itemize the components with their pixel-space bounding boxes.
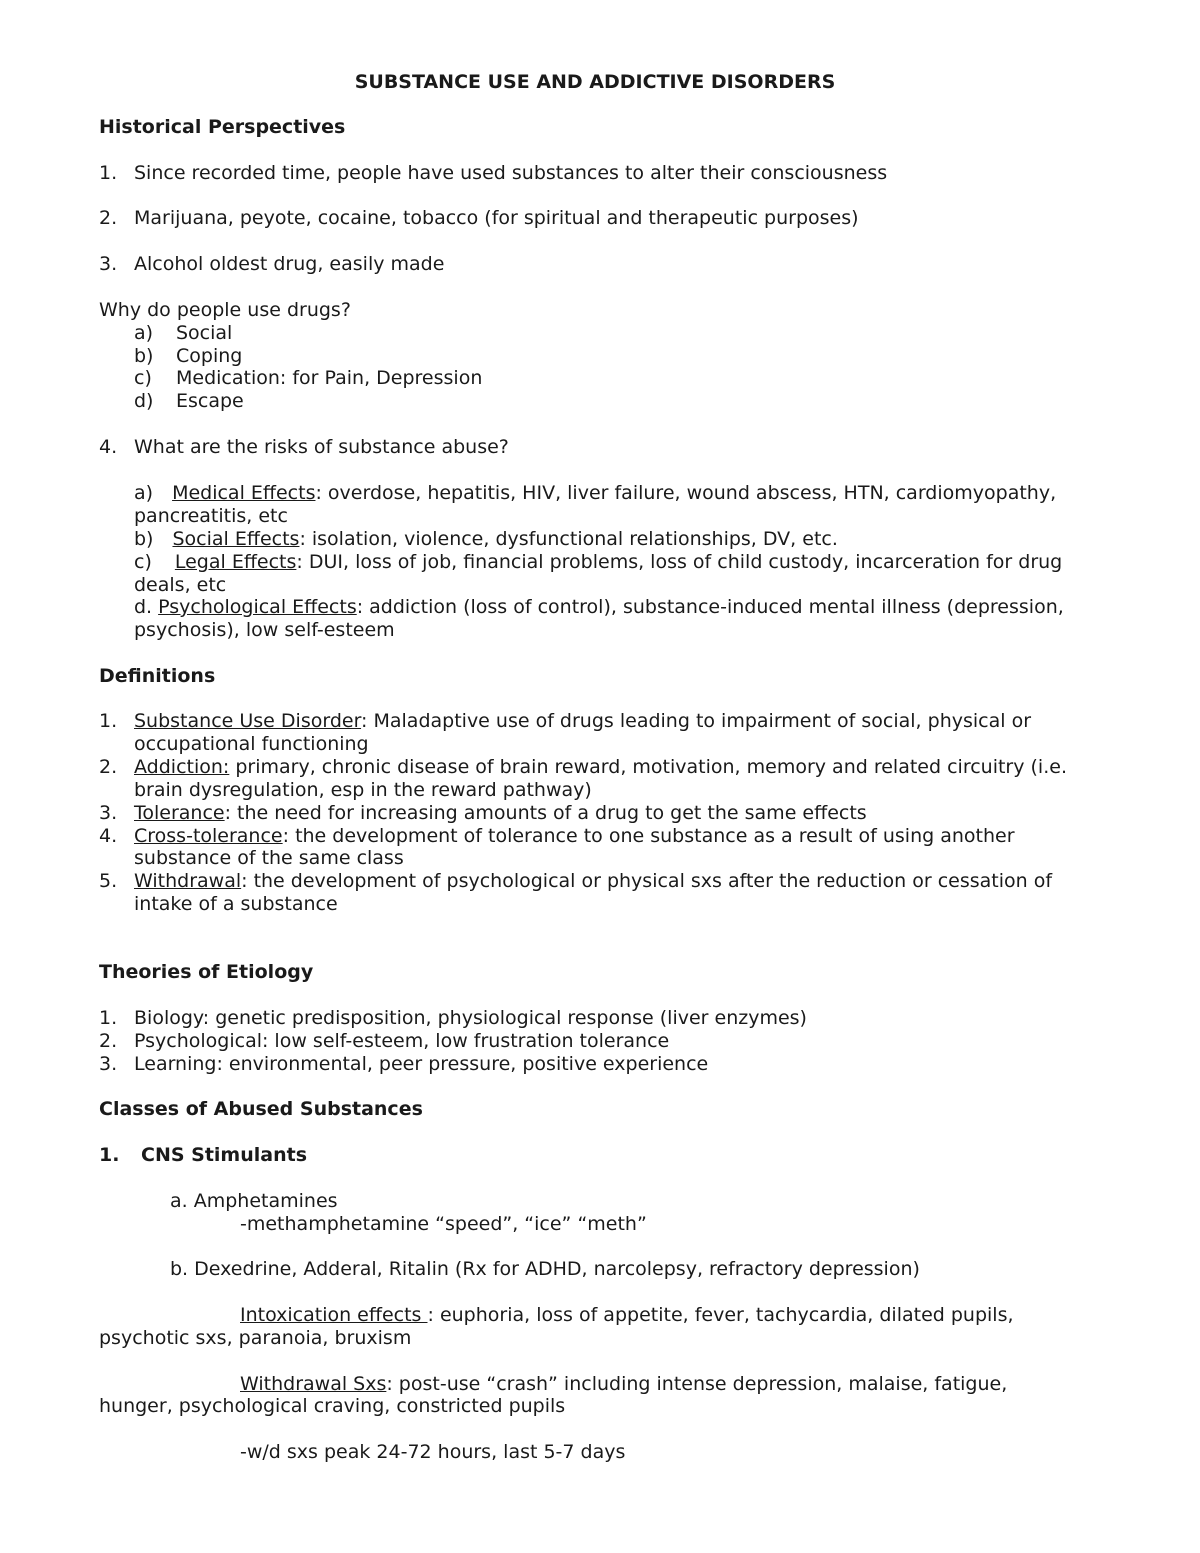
- withdrawal-text-cont: hunger, psychological craving, constricted pupils: [99, 1395, 566, 1417]
- risk-text: : isolation, violence, dysfunctional relationships, DV, etc.: [299, 528, 838, 550]
- definition-text: : Maladaptive use of drugs leading to impairment of social, physical or: [361, 710, 1032, 732]
- risk-term: Social Effects: [172, 528, 300, 550]
- list-item: Alcohol oldest drug, easily made: [134, 253, 445, 275]
- list-item: Learning: environmental, peer pressure, positive experience: [134, 1053, 709, 1075]
- risk-text: : DUI, loss of job, financial problems, loss of child custody, incarceration for drug: [296, 551, 1063, 573]
- list-number: 2.: [99, 756, 118, 778]
- list-number: 3.: [99, 253, 118, 275]
- withdrawal-text: : post-use “crash” including intense depression, malaise, fatigue,: [386, 1373, 1008, 1395]
- list-number: 1.: [99, 162, 118, 184]
- list-number: 2.: [99, 1030, 118, 1052]
- intoxication-term: Intoxication effects: [240, 1304, 428, 1326]
- definition-term: Addiction:: [134, 756, 230, 778]
- subsection-heading-cns: CNS Stimulants: [141, 1144, 307, 1166]
- list-letter: c): [134, 551, 152, 573]
- section-heading-etiology: Theories of Etiology: [99, 961, 314, 983]
- definition-item: [134, 825, 1015, 848]
- section-heading-historical: Historical Perspectives: [99, 116, 346, 138]
- list-item: Since recorded time, people have used substances to alter their consciousness: [134, 162, 888, 184]
- intoxication-text-cont: psychotic sxs, paranoia, bruxism: [99, 1327, 412, 1349]
- risk-text-cont: psychosis), low self-esteem: [134, 619, 395, 641]
- definition-item: [134, 802, 867, 825]
- list-number: 4.: [99, 436, 118, 458]
- withdrawal-term: Withdrawal Sxs: [240, 1373, 387, 1395]
- definition-text-cont: brain dysregulation, esp in the reward pathway): [134, 779, 592, 801]
- risk-text-cont: pancreatitis, etc: [134, 505, 288, 527]
- list-item: Escape: [176, 390, 244, 412]
- list-letter: b): [134, 345, 154, 367]
- list-letter: b): [134, 528, 154, 550]
- list-number: 4.: [99, 825, 118, 847]
- definition-text-cont: substance of the same class: [134, 847, 404, 869]
- list-number: 3.: [99, 1053, 118, 1075]
- definition-term: Cross-tolerance: [134, 825, 283, 847]
- definition-text-cont: intake of a substance: [134, 893, 338, 915]
- risk-item-social: [134, 528, 838, 551]
- risk-item-legal: [134, 551, 1062, 574]
- intoxication-text: : euphoria, loss of appetite, fever, tachycardia, dilated pupils,: [427, 1304, 1014, 1326]
- section-heading-classes: Classes of Abused Substances: [99, 1098, 423, 1120]
- list-subitem: -methamphetamine “speed”, “ice” “meth”: [240, 1213, 647, 1235]
- list-number: 1.: [99, 710, 118, 732]
- definition-term: Tolerance: [134, 802, 225, 824]
- definition-item: [134, 870, 1052, 893]
- risk-item-psychological: [134, 596, 1064, 619]
- list-item: Marijuana, peyote, cocaine, tobacco (for spiritual and therapeutic purposes): [134, 207, 859, 229]
- risk-term: Legal Effects: [174, 551, 297, 573]
- definition-text-cont: occupational functioning: [134, 733, 369, 755]
- risk-text-cont: deals, etc: [134, 574, 227, 596]
- list-item: Coping: [176, 345, 243, 367]
- risk-text: : addiction (loss of control), substance-induced mental illness (depression,: [356, 596, 1064, 618]
- list-number: 1.: [99, 1007, 118, 1029]
- section-heading-definitions: Definitions: [99, 665, 216, 687]
- definition-text: : the development of psychological or physical sxs after the reduction or cessation of: [241, 870, 1053, 892]
- document-title: SUBSTANCE USE AND ADDICTIVE DISORDERS: [354, 71, 836, 93]
- risks-question: What are the risks of substance abuse?: [134, 436, 509, 458]
- withdrawal-peak-note: -w/d sxs peak 24-72 hours, last 5-7 days: [240, 1441, 626, 1463]
- why-question: Why do people use drugs?: [99, 299, 351, 321]
- definition-term: Substance Use Disorder: [134, 710, 362, 732]
- list-letter: c): [134, 367, 152, 389]
- risk-term: Psychological Effects: [158, 596, 357, 618]
- list-item: Psychological: low self-esteem, low frustration tolerance: [134, 1030, 670, 1052]
- list-number: 2.: [99, 207, 118, 229]
- definition-term: Withdrawal: [134, 870, 242, 892]
- list-number: 3.: [99, 802, 118, 824]
- list-item: b. Dexedrine, Adderal, Ritalin (Rx for ADHD, narcolepsy, refractory depression): [170, 1258, 920, 1280]
- list-letter: a): [134, 482, 154, 504]
- definition-text: : the development of tolerance to one substance as a result of using another: [282, 825, 1015, 847]
- list-item: Medication: for Pain, Depression: [176, 367, 483, 389]
- list-letter: d): [134, 390, 154, 412]
- list-item: a. Amphetamines: [170, 1190, 338, 1212]
- risk-term: Medical Effects: [172, 482, 316, 504]
- list-number: 1.: [99, 1144, 120, 1166]
- list-item: Biology: genetic predisposition, physiological response (liver enzymes): [134, 1007, 807, 1029]
- list-letter: a): [134, 322, 154, 344]
- list-letter: d.: [134, 596, 153, 618]
- risk-item-medical: [134, 482, 1056, 505]
- risk-text: : overdose, hepatitis, HIV, liver failure, wound abscess, HTN, cardiomyopathy,: [315, 482, 1057, 504]
- definition-item: [134, 756, 1067, 779]
- withdrawal-symptoms: [240, 1373, 1007, 1396]
- list-item: Social: [176, 322, 233, 344]
- intoxication-effects: [240, 1304, 1014, 1327]
- definition-text: : the need for increasing amounts of a drug to get the same effects: [224, 802, 867, 824]
- definition-item: [134, 710, 1031, 733]
- definition-text: primary, chronic disease of brain reward, motivation, memory and related circuitry (i.e.: [229, 756, 1067, 778]
- list-number: 5.: [99, 870, 118, 892]
